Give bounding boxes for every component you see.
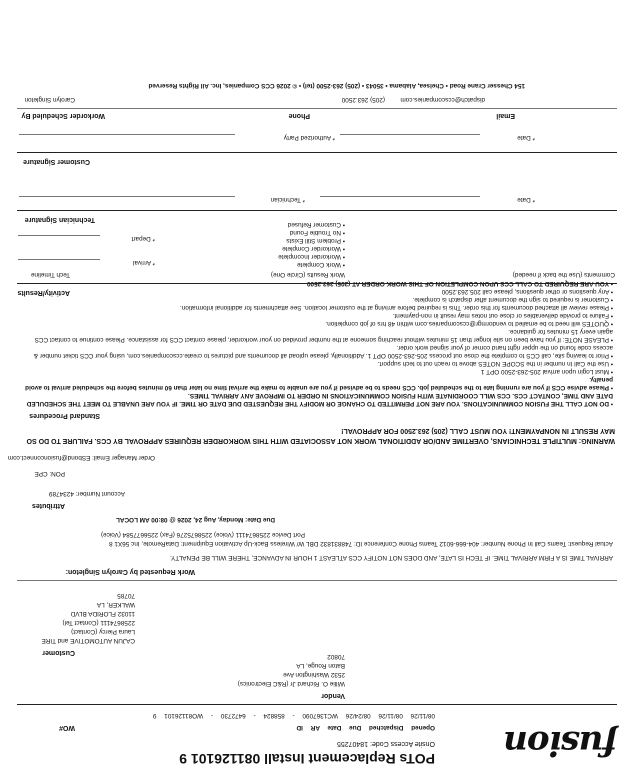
th-due-date: Due Date xyxy=(327,724,362,731)
procedure-item: • PLEASE NOTE: If you have been on site longer than 15 minutes without reaching someone at the number provided on your workorder, please contact CCS for assistance. Please continue to contact CCS again every 15 minutes for guidance. xyxy=(34,328,613,343)
result-option[interactable]: • Problem Still Exists xyxy=(286,237,345,244)
header-table-values xyxy=(153,712,435,719)
tech-sig-divider xyxy=(17,210,617,211)
scheduler-name: Carolyn Singleton xyxy=(24,96,75,103)
procedure-item: • Prior to leaving site, call CCS to complete the close out process 205-263-2500 OPT 1. Additionally, please upload all documents and pictures to create.ccscompanies.com, using your CCS ticket number & access code found on the upper right hand corner of your signed work order. xyxy=(33,344,613,359)
scheduled-divider xyxy=(17,108,617,109)
procedure-item: • QUOTES will need to be emailed to vendormgr@ccscompanies.com within 48 hrs of job completion. xyxy=(325,320,613,327)
customer-signature-line[interactable] xyxy=(19,134,235,135)
date-caption-2: * Date xyxy=(517,134,535,141)
procedure-item: • Failure to provide deliverables or close out notes may result in non-payment. xyxy=(392,312,613,319)
result-option[interactable]: • Customer Refused xyxy=(287,221,345,228)
th-opened: Opened xyxy=(411,724,435,731)
header-table-headers xyxy=(297,724,435,731)
depart-label: * Depart xyxy=(131,235,155,242)
arrival-notice: ARRIVAL TIME IS A FIRM ARRIVAL TIME. IF TECH IS LATE, AND DOES NOT NOTIFY CCS ATLEAST 1 HOUR IN ADVANCE, THERE WILL BE PENALTY. xyxy=(170,554,613,561)
result-option[interactable]: • No Trouble Found xyxy=(289,229,345,236)
cust-sig-divider xyxy=(17,152,617,153)
col-work-results: Work Results (Circle One) xyxy=(270,271,345,278)
procedure-item: • Must Login upon arrival 205-263-2500 OPT 1 xyxy=(480,368,613,375)
td-due-date: 08/24/26 xyxy=(345,712,371,719)
work-requested-label: Work Requested by Carolyn Singleton: xyxy=(65,568,195,575)
result-option[interactable]: • Workorder Incomplete xyxy=(278,253,345,260)
arrival-line[interactable] xyxy=(18,259,100,260)
td-ar-id: WC1367090 - 858824 - 6472730 - WO81126101 9 xyxy=(152,712,338,719)
due-date-line: Due Date: Monday, Aug 24, 2026 @ 08:00 AM LOCAL xyxy=(115,516,275,523)
technician-caption: * Technician xyxy=(270,196,305,203)
scheduled-by-label: Workorder Scheduled By xyxy=(21,112,105,119)
work-results-options[interactable] xyxy=(278,220,345,268)
depart-line[interactable] xyxy=(18,235,100,236)
customer-divider xyxy=(17,580,617,581)
vendor-address: Willie O. Richard Jr (R&C Electronics) 2532 Washington Ave Baton Rouge, LA 70802 xyxy=(237,653,345,687)
col-comments: Comments (Use the back if needed) xyxy=(512,271,615,278)
procedure-item: • Please advise CCS if you are running late to the scheduled job. CCS needs to be advised if you are unable to make the arrival time no later than 60 minutes before the scheduled arrival to avoid penalty. xyxy=(25,376,613,391)
th-dispatched: Dispatched xyxy=(368,724,404,731)
account-number: Account Number: 4234789 xyxy=(48,490,125,497)
date-line-2[interactable] xyxy=(340,134,480,135)
vendor-label: Vendor xyxy=(321,692,345,699)
result-option[interactable]: • Work Complete xyxy=(297,261,345,268)
wo-number-label: WO# xyxy=(59,724,75,731)
procedure-item: • Please review all attached documents for this order. This is required before arriving at the customer location. See attachments for additional information. xyxy=(179,304,613,311)
result-option[interactable]: • Workorder Complete xyxy=(282,245,345,252)
phone-label: Phone xyxy=(288,112,310,119)
procedure-item: • Customer is required to sign the document after dispatch is complete. xyxy=(412,296,613,303)
actual-request-line: Actual Request: Teams Call In Phone Number: 404-666-6012 Teams Phone Conference ID: 748831832 DBL W/ Wireless Back-Up Activation Equipment: DataRemote, Inc 56X1 8 xyxy=(109,540,613,547)
pon: PON: CPE xyxy=(34,470,65,477)
arrival-label: * Arrival xyxy=(132,259,155,266)
col-tech-timeline: Tech Timeline xyxy=(30,271,70,278)
authorized-party-caption: * Authorized Party xyxy=(283,134,335,141)
procedure-item: • Use the Call In number in the SCOPE NOTES above to reach out to tech support. xyxy=(377,360,613,367)
standard-procedures-label: Standard Procedures xyxy=(29,412,100,419)
procedure-item: • Any questions or other questions, please call 205.263.2500 xyxy=(441,288,613,295)
procedures-list xyxy=(19,279,613,407)
customer-signature-label: Customer Signature xyxy=(23,158,90,165)
date-caption-1: * Date xyxy=(517,196,535,203)
scheduler-email: dispatch@ccscompanies.com xyxy=(400,96,485,103)
technician-signature-label: Technician Signature xyxy=(24,216,95,223)
email-label: Email xyxy=(496,112,515,119)
document-title: POTs Replacement Install 081126101 9 xyxy=(179,751,435,767)
header-divider xyxy=(17,704,617,705)
port-device-line: Port Device 2258674111 (Voice) 2258675276 (Fax) 2256677584 (Voice) xyxy=(100,531,305,538)
td-opened: 08/11/26 xyxy=(410,712,435,719)
td-dispatched: 08/11/26 xyxy=(378,712,403,719)
procedure-item: • DO NOT CALL THE FUSION COMMUNICATIONS. YOU ARE NOT PERMITTED TO CHANGE OR MODIFY THE REQUESTED DUE DATE OR TIME. IF YOU ARE UNABLE TO MEET THE SCHEDULED DATE AND TIME, CONTACT CCS. CCS WILL COORDINATE WITH FUSION COMMUNICATIONS IN ORDER TO IMPROVE ANY ARRIVAL TIMES. xyxy=(26,392,613,407)
procedure-item: • YOU ARE REQUIRED TO CALL CCS UPON COMPLETION OF THIS WORK ORDER AT (205) 263.2500 xyxy=(306,280,613,287)
attributes-label: Attributes xyxy=(31,502,65,509)
activity-results-label: Activity/Results xyxy=(17,289,70,296)
scheduler-phone: (205) 263.2500 xyxy=(341,96,385,103)
date-line-1[interactable] xyxy=(320,196,480,197)
th-ar-id: AR ID xyxy=(296,724,320,731)
activity-divider xyxy=(17,283,617,284)
technician-signature-line[interactable] xyxy=(19,196,235,197)
order-manager-email: Order Manager Email: ESbond@fusionconnect.com xyxy=(7,454,155,461)
approval-warning: WARNING: MULTIPLE TECHNICIANS, OVERTIME AND/OR ADDITIONAL WORK NOT ASSOCIATED WITH THIS WORKORDER REQUIRES APPROVAL BY CCS. FAILURE TO DO SO MAY RESULT IN NONPAYMENT! YOU MUST CALL (205) 263.2500 FOR APPROVAL! xyxy=(26,427,615,444)
customer-label: Customer xyxy=(42,649,75,656)
onsite-access-code: Onsite Access Code: 18407255 xyxy=(336,740,435,747)
fusion-logo: fusion xyxy=(504,723,617,763)
customer-address: CAJUN AUTOMOTIVE and TIRE Laura Piercy (Contact) 2258674111 (Contact Tel) 11032 FLORIDA BLVD WALKER, LA 70785 xyxy=(41,592,135,644)
footer-address: 154 Chesser Crane Road • Chelsea, Alabama • 35043 • (205) 263-2500 (tel) • © 2026 CCS Companies, Inc. All Rights Reserved xyxy=(148,82,525,89)
